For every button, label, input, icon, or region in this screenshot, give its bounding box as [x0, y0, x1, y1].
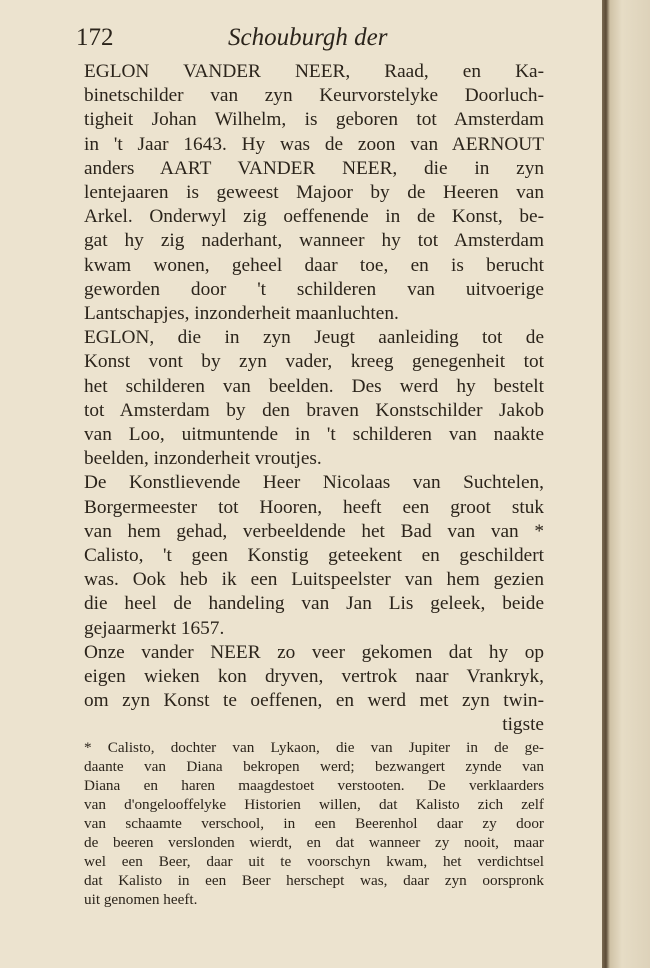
body-text	[84, 60, 544, 738]
page-header	[76, 24, 546, 56]
book-gutter	[602, 0, 650, 968]
body-line: Lantschapjes, inzonderheit maanluchten.	[84, 303, 399, 325]
body-line: beelden, inzonderheit vroutjes.	[84, 448, 322, 470]
body-line: EGLON VANDER NEER, Raad, en Ka-	[84, 61, 544, 82]
body-line: die heel de handeling van Jan Lis geleek, beide	[84, 593, 544, 615]
body-line: gejaarmerkt 1657.	[84, 617, 225, 639]
body-line: EGLON, die in zyn Jeugt aanleiding tot de	[84, 327, 544, 349]
catchword: tigste	[502, 714, 544, 736]
body-line: gat hy zig naderhant, wanneer hy tot Amsterdam	[84, 230, 544, 252]
body-line: Arkel. Onderwyl zig oeffenende in de Konst, be-	[84, 206, 544, 228]
body-line: was. Ook heb ik een Luitspeelster van hem gezien	[84, 569, 544, 591]
body-line: tigheit Johan Wilhelm, is geboren tot Amsterdam	[84, 109, 544, 131]
body-line: binetschilder van zyn Keurvorstelyke Doorluch-	[84, 85, 544, 107]
footnote-line: de beeren verslonden wierdt, en dat wanneer zy nooit, maar	[84, 834, 544, 851]
footnote-line: dat Kalisto in een Beer herschept was, daar zyn oorspronk	[84, 872, 544, 889]
body-line: geworden door 't schilderen van uitvoerige	[84, 278, 544, 300]
body-line: om zyn Konst te oeffenen, en werd met zyn twin-	[84, 690, 544, 712]
footnote-line: Diana en haren maagdestoet verstooten. De verklaarders	[84, 777, 544, 794]
body-line: het schilderen van beelden. Des werd hy bestelt	[84, 375, 544, 397]
body-line: van hem gehad, verbeeldende het Bad van van *	[84, 520, 544, 542]
footnote-line: daante van Diana bekropen werd; bezwangert zynde van	[84, 758, 544, 775]
footnote-line: van d'ongelooffelyke Historien willen, dat Kalisto zich zelf	[84, 796, 544, 813]
body-line: in 't Jaar 1643. Hy was de zoon van AERNOUT	[84, 133, 544, 155]
footnote	[84, 738, 544, 909]
body-line: De Konstlievende Heer Nicolaas van Suchtelen,	[84, 472, 544, 494]
footnote-line: wel een Beer, daar uit te voorschyn kwam, het verdichtsel	[84, 853, 544, 870]
body-line: van Loo, uitmuntende in 't schilderen van naakte	[84, 424, 544, 446]
footnote-line: uit genomen heeft.	[84, 891, 198, 908]
body-line: lentejaaren is geweest Majoor by de Heeren van	[84, 182, 544, 204]
body-line: Onze vander NEER zo veer gekomen dat hy op	[84, 641, 544, 663]
body-line: tot Amsterdam by den braven Konstschilder Jakob	[84, 399, 544, 421]
body-line: Borgermeester tot Hooren, heeft een groot stuk	[84, 496, 544, 518]
body-line: kwam wonen, geheel daar toe, en is berucht	[84, 254, 544, 276]
footnote-line: van schaamte verschool, in een Beerenhol daar zy door	[84, 815, 544, 832]
body-line: Calisto, 't geen Konstig geteekent en geschildert	[84, 545, 544, 567]
body-line: anders AART VANDER NEER, die in zyn	[84, 157, 544, 179]
page-number: 172	[76, 24, 114, 51]
body-line: Konst vont by zyn vader, kreeg genegenheit tot	[84, 351, 544, 373]
body-line: eigen wieken kon dryven, vertrok naar Vrankryk,	[84, 666, 544, 688]
running-head: Schouburgh der	[228, 24, 388, 51]
footnote-line: * Calisto, dochter van Lykaon, die van Jupiter in de ge-	[84, 739, 544, 756]
